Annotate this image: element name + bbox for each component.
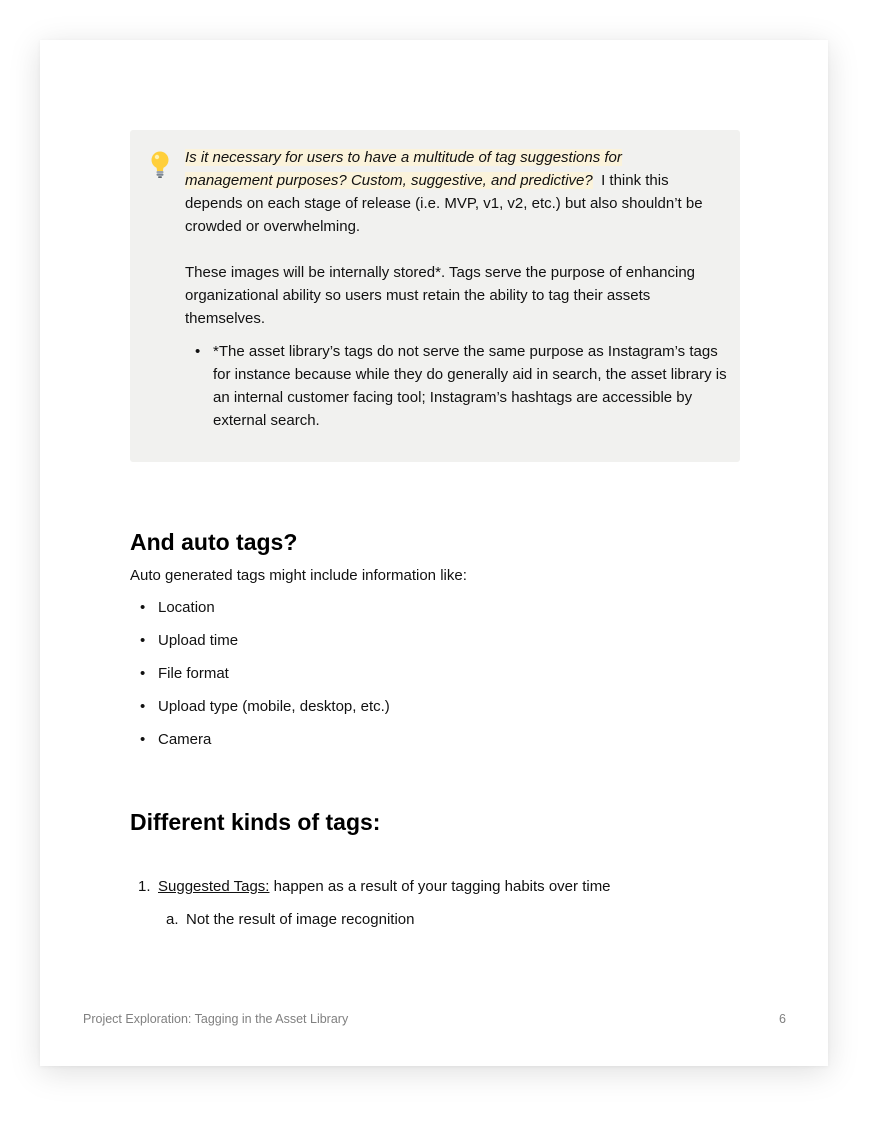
auto-tags-heading: And auto tags? [130,529,298,555]
list-item: • Upload time [130,631,390,664]
subitem-text: Not the result of image recognition [186,911,415,928]
callout-bullet-list [185,340,730,432]
page-number: 6 [779,1012,786,1026]
list-item: • File format [130,664,390,697]
callout-bullet-item: • *The asset library’s tags do not serve the same purpose as Instagram’s tags for instance because while they do generally aid in search, the asset library is an internal customer facing tool; Instagram’s hashtags are accessible by external search. [213,340,730,432]
paragraph-1-text-b: depends on each stage of release (i.e. MVP, v1, v2, etc.) but also shouldn’t be crowded or overwhelming. [185,195,703,235]
auto-tags-intro: Auto generated tags might include information like: [130,567,467,584]
footer-title: Project Exploration: Tagging in the Asset Library [83,1012,349,1026]
lightbulb-icon [148,150,172,180]
callout-paragraph-2: These images will be internally stored*. Tags serve the purpose of enhancing organizational ability so users must retain the ability to tag their assets themselves. [185,264,696,327]
callout-block [130,130,740,462]
suggested-tags-description: happen as a result of your tagging habits over time [273,878,611,895]
highlighted-question-line-2: management purposes? Custom, suggestive, and predictive? [185,172,593,189]
auto-tags-list [130,598,390,763]
paragraph-1-text-a: I think this [601,172,669,189]
document-page [40,40,828,1066]
kinds-of-tags-list [130,877,730,943]
ordered-list-item [130,877,730,910]
list-item: • Upload type (mobile, desktop, etc.) [130,697,390,730]
list-number: 1. [138,878,151,895]
list-item: • Camera [130,730,390,763]
callout-paragraph-1 [185,146,730,238]
highlighted-question-line-1: Is it necessary for users to have a multitude of tag suggestions for [185,149,622,166]
list-item: • Location [130,598,390,631]
kinds-of-tags-heading: Different kinds of tags: [130,809,381,835]
suggested-tags-term: Suggested Tags: [158,878,270,895]
ordered-list-subitem [130,910,730,943]
list-letter: a. [166,911,179,928]
callout-text [185,146,730,432]
